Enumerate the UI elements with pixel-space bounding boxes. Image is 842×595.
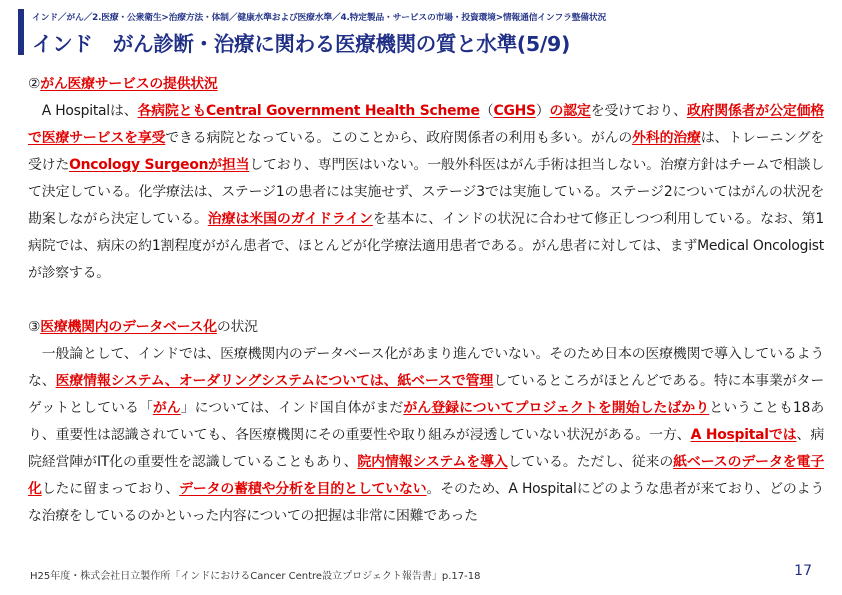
section-number: ③ [28, 319, 41, 335]
section-heading-service [28, 71, 824, 98]
body-text: しており、専門医はいない。一般外科医はがん手術は担当しない。治療方針はチームで相談して決定している。化学療法は、ステージ1の患者には実施せず、ステージ3では実施している。ステージ2についてはがんの状況を勘案しながら決定している。 [28, 157, 824, 227]
body-text: 。そのため、A Hospitalにどのような患者が来ており、どのような治療をしているのかといった内容についての把握は非常に困難であった [28, 481, 824, 524]
highlighted-text: データの蓄積や分析を目的としていない [179, 481, 427, 497]
section-heading-database [28, 314, 824, 341]
section-heading-suffix: の状況 [216, 319, 258, 335]
highlighted-text: 紙ベースのデータを電子化 [28, 454, 824, 497]
section-heading-text: 医療機関内のデータベース化 [40, 319, 217, 335]
highlighted-text: 外科的治療 [632, 130, 701, 146]
highlighted-text: A Hospitalでは [690, 427, 797, 443]
body-text: 」については、インド国自体がまだ [180, 400, 404, 416]
header-accent-bar [18, 9, 24, 55]
section-spacer [28, 287, 824, 314]
body-text: ということも18あり、重要性は認識されていても、各医療機関にその重要性や取り組みが浸透していない状況がある。一方、 [28, 400, 824, 443]
highlighted-text: の認定 [549, 103, 591, 119]
highlighted-text: 治療は米国のガイドライン [207, 211, 373, 227]
highlighted-text: 院内情報システムを導入 [357, 454, 508, 470]
body-text: しているところがほとんどである。特に本事業がターゲットとしている「 [28, 373, 824, 416]
breadcrumb: インド／がん／2.医療・公衆衛生>治療方法・体制／健康水準および医療水準／4.特定製品・サービスの市場・投資環境>情報通信インフラ整備状況 [32, 13, 607, 23]
body-text: を基本に、インドの状況に合わせて修正しつつ利用している。なお、第1病院では、病床の約1割程度ががん患者で、ほとんどが化学療法適用患者である。がん患者に対しては、まずMedical Oncologistが診察する。 [28, 211, 824, 281]
paragraph-service [28, 98, 824, 287]
highlighted-text: 各病院ともCentral Government Health Scheme [137, 103, 480, 119]
body-text: は、トレーニングを受けた [28, 130, 824, 173]
body-text: を受けており、 [590, 103, 687, 119]
highlighted-text: 医療情報システム、オーダリングシステムについては、紙ベースで管理 [55, 373, 494, 389]
body-text: している。ただし、従来の [507, 454, 674, 470]
body-text: ） [535, 103, 550, 119]
body-text: A Hospitalは、 [28, 103, 138, 119]
highlighted-text: がん [152, 400, 181, 416]
section-heading-text: がん医療サービスの提供状況 [40, 76, 218, 92]
page-number: 17 [794, 563, 812, 579]
highlighted-text: がん登録についてプロジェクトを開始したばかり [403, 400, 710, 416]
highlighted-text: CGHS [493, 103, 536, 119]
body-text: したに留まっており、 [41, 481, 180, 497]
main-content [28, 71, 824, 530]
body-text: （ [479, 103, 494, 119]
body-text: 一般論として、インドでは、医療機関内のデータベース化があまり進んでいない。そのため日本の医療機関で導入しているような、 [28, 346, 824, 389]
body-text: 、病院経営陣がIT化の重要性を認識していることもあり、 [28, 427, 824, 470]
paragraph-database [28, 341, 824, 530]
source-citation: H25年度・株式会社日立製作所「インドにおけるCancer Centre設立プロジェクト報告書」p.17-18 [30, 571, 481, 582]
page-title: インド がん診断・治療に関わる医療機関の質と水準(5/9) [32, 32, 571, 56]
highlighted-text: Oncology Surgeonが担当 [69, 157, 250, 173]
highlighted-text: 政府関係者が公定価格で医療サービスを享受 [28, 103, 824, 146]
body-text: できる病院となっている。このことから、政府関係者の利用も多い。がんの [165, 130, 633, 146]
section-number: ② [28, 76, 41, 92]
